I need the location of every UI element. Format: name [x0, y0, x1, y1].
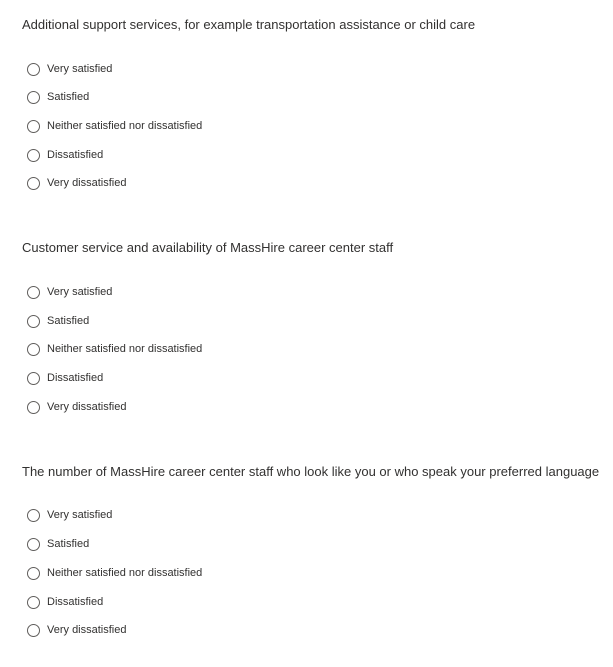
option-label: Very dissatisfied: [47, 401, 127, 413]
radio-button[interactable]: [27, 149, 40, 162]
option-satisfied[interactable]: [27, 88, 89, 106]
option-very-dissatisfied[interactable]: [27, 398, 126, 416]
option-label: Neither satisfied nor dissatisfied: [47, 120, 203, 132]
radio-button[interactable]: [27, 177, 40, 190]
radio-button[interactable]: [27, 91, 40, 104]
radio-button[interactable]: [27, 401, 40, 414]
option-very-satisfied[interactable]: [27, 506, 112, 524]
option-label: Neither satisfied nor dissatisfied: [47, 343, 203, 355]
option-dissatisfied[interactable]: [27, 369, 103, 387]
option-satisfied[interactable]: [27, 535, 89, 553]
option-very-dissatisfied[interactable]: [27, 621, 126, 639]
option-very-satisfied[interactable]: [27, 60, 112, 78]
option-label: Very satisfied: [47, 509, 113, 521]
radio-button[interactable]: [27, 567, 40, 580]
radio-button[interactable]: [27, 63, 40, 76]
option-neither[interactable]: [27, 340, 202, 358]
radio-button[interactable]: [27, 315, 40, 328]
question-title: Additional support services, for example transportation assistance or child care: [22, 17, 476, 32]
option-dissatisfied[interactable]: [27, 146, 103, 164]
option-neither[interactable]: [27, 564, 202, 582]
option-label: Very satisfied: [47, 63, 113, 75]
option-label: Satisfied: [47, 315, 90, 327]
option-label: Very dissatisfied: [47, 624, 127, 636]
option-label: Satisfied: [47, 91, 90, 103]
radio-button[interactable]: [27, 538, 40, 551]
radio-button[interactable]: [27, 343, 40, 356]
radio-button[interactable]: [27, 286, 40, 299]
radio-button[interactable]: [27, 596, 40, 609]
question-title: The number of MassHire career center staff who look like you or who speak your preferred language: [22, 464, 600, 479]
option-label: Very dissatisfied: [47, 177, 127, 189]
option-label: Satisfied: [47, 538, 90, 550]
option-very-dissatisfied[interactable]: [27, 174, 126, 192]
option-label: Very satisfied: [47, 286, 113, 298]
option-neither[interactable]: [27, 117, 202, 135]
option-satisfied[interactable]: [27, 312, 89, 330]
option-label: Dissatisfied: [47, 372, 104, 384]
radio-button[interactable]: [27, 624, 40, 637]
question-title: Customer service and availability of MassHire career center staff: [22, 240, 394, 255]
radio-button[interactable]: [27, 372, 40, 385]
option-label: Dissatisfied: [47, 596, 104, 608]
option-dissatisfied[interactable]: [27, 593, 103, 611]
option-very-satisfied[interactable]: [27, 283, 112, 301]
radio-button[interactable]: [27, 509, 40, 522]
option-label: Dissatisfied: [47, 149, 104, 161]
option-label: Neither satisfied nor dissatisfied: [47, 567, 203, 579]
radio-button[interactable]: [27, 120, 40, 133]
